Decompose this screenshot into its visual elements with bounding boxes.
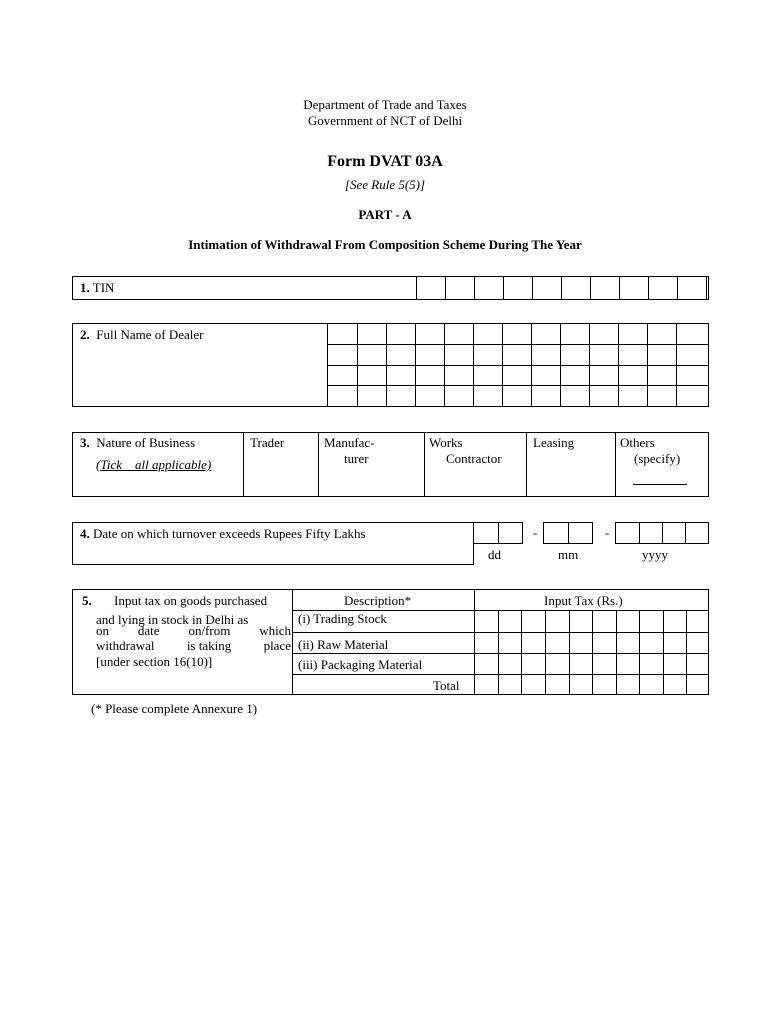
manufacturer-label-2: turer — [344, 451, 369, 466]
input-tax-label-5: [under section 16(10)] — [96, 654, 213, 669]
input-tax-section — [72, 589, 709, 695]
tin-label: TIN — [92, 280, 115, 295]
row-total: Total — [433, 678, 460, 693]
input-tax-label-4: withdrawal is taking place — [96, 638, 291, 653]
tick-hint: (Tick all applicable) — [96, 457, 212, 472]
manufacturer-label-1: Manufac- — [324, 435, 375, 450]
others-label-2: (specify) — [634, 451, 681, 466]
option-trader[interactable] — [244, 433, 318, 496]
part-label: PART - A — [358, 207, 412, 222]
government-name: Government of NCT of Delhi — [307, 113, 463, 128]
description-header: Description* — [344, 593, 412, 608]
input-tax-number: 5. — [82, 593, 92, 608]
option-leasing[interactable] — [527, 433, 615, 496]
nature-of-business-section — [72, 432, 709, 497]
row-raw-material: (ii) Raw Material — [298, 637, 389, 652]
input-tax-grid[interactable] — [475, 611, 708, 694]
leasing-label: Leasing — [533, 435, 575, 450]
row-packaging-material: (iii) Packaging Material — [298, 657, 423, 672]
date-yyyy-input[interactable] — [615, 522, 709, 544]
input-tax-label-1: Input tax on goods purchased — [114, 593, 268, 608]
option-works-contractor[interactable] — [425, 433, 526, 496]
tin-number: 1. — [80, 280, 90, 295]
yyyy-caption: yyyy — [642, 547, 668, 562]
others-specify-line[interactable] — [633, 484, 687, 485]
tin-section — [72, 276, 709, 300]
trader-label: Trader — [250, 435, 285, 450]
option-others[interactable] — [616, 433, 708, 496]
input-tax-header: Input Tax (Rs.) — [544, 593, 623, 608]
option-manufacturer[interactable] — [319, 433, 424, 496]
dealer-name-section — [72, 323, 709, 407]
form-title: Form DVAT 03A — [327, 153, 443, 170]
date-number: 4. — [80, 526, 90, 541]
dealer-name-number: 2. — [80, 327, 90, 342]
dd-caption: dd — [488, 547, 501, 562]
works-label-1: Works — [429, 435, 463, 450]
date-label: Date on which turnover exceeds Rupees Fifty Lakhs — [93, 526, 366, 541]
nature-label: Nature of Business — [96, 435, 196, 450]
annexure-footnote: (* Please complete Annexure 1) — [91, 701, 258, 716]
date-mm-input[interactable] — [543, 522, 593, 544]
row-trading-stock: (i) Trading Stock — [298, 611, 387, 626]
others-label-1: Others — [620, 435, 655, 450]
dealer-name-label: Full Name of Dealer — [96, 327, 204, 342]
rule-reference: [See Rule 5(5)] — [344, 177, 426, 192]
mm-caption: mm — [558, 547, 579, 562]
input-tax-label-3: on date on/from which — [96, 623, 291, 638]
input-tax-label-2: and lying in stock in Delhi as — [96, 612, 249, 627]
date-separator-2: - — [605, 525, 610, 540]
works-label-2: Contractor — [446, 451, 502, 466]
date-separator-1: - — [533, 525, 538, 540]
department-name: Department of Trade and Taxes — [303, 97, 467, 112]
nature-number: 3. — [80, 435, 90, 450]
tin-input[interactable] — [416, 277, 709, 299]
date-dd-input[interactable] — [473, 522, 523, 544]
form-subject: Intimation of Withdrawal From Composition Scheme During The Year — [188, 237, 582, 252]
turnover-date-section — [72, 522, 474, 565]
dealer-name-input[interactable] — [328, 324, 708, 406]
